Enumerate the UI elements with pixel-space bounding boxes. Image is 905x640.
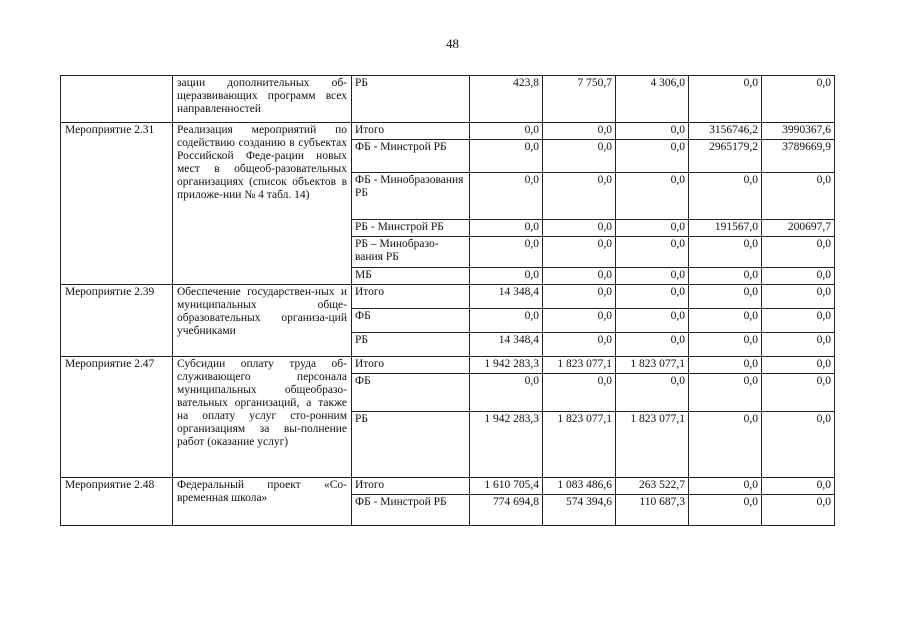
description-cell: Федеральный проект «Со-временная школа»	[173, 478, 352, 526]
value-cell: 0,0	[616, 173, 689, 220]
value-cell: 423,8	[470, 76, 543, 123]
value-cell: 0,0	[689, 173, 762, 220]
value-cell: 0,0	[470, 374, 543, 412]
value-cell: 0,0	[689, 268, 762, 285]
event-cell: Мероприятие 2.47	[61, 357, 173, 478]
value-cell: 0,0	[543, 374, 616, 412]
description-cell: Обеспечение государствен-ных и муниципальных обще-образовательных организа-ций учебниками	[173, 285, 352, 357]
value-cell: 1 823 077,1	[543, 357, 616, 374]
value-cell: 0,0	[543, 268, 616, 285]
value-cell: 0,0	[543, 123, 616, 140]
value-cell: 2965179,2	[689, 140, 762, 173]
value-cell: 0,0	[689, 374, 762, 412]
value-cell: 0,0	[762, 374, 835, 412]
value-cell: 0,0	[762, 268, 835, 285]
source-cell: РБ – Минобразо-вания РБ	[352, 237, 470, 268]
value-cell: 0,0	[762, 478, 835, 495]
value-cell: 0,0	[689, 412, 762, 478]
source-cell: МБ	[352, 268, 470, 285]
value-cell: 200697,7	[762, 220, 835, 237]
value-cell: 0,0	[689, 495, 762, 526]
value-cell: 0,0	[616, 374, 689, 412]
value-cell: 574 394,6	[543, 495, 616, 526]
value-cell: 0,0	[543, 220, 616, 237]
source-cell: ФБ - Минстрой РБ	[352, 495, 470, 526]
value-cell: 0,0	[689, 357, 762, 374]
value-cell: 0,0	[543, 285, 616, 309]
source-cell: ФБ	[352, 374, 470, 412]
source-cell: ФБ	[352, 309, 470, 333]
event-cell: Мероприятие 2.48	[61, 478, 173, 526]
value-cell: 0,0	[616, 309, 689, 333]
source-cell: Итого	[352, 123, 470, 140]
value-cell: 0,0	[689, 237, 762, 268]
value-cell: 0,0	[689, 478, 762, 495]
value-cell: 14 348,4	[470, 333, 543, 357]
value-cell: 0,0	[762, 237, 835, 268]
value-cell: 1 823 077,1	[616, 357, 689, 374]
value-cell: 0,0	[762, 173, 835, 220]
value-cell: 0,0	[689, 333, 762, 357]
value-cell: 1 823 077,1	[543, 412, 616, 478]
source-cell: ФБ - Минобразования РБ	[352, 173, 470, 220]
value-cell: 0,0	[470, 140, 543, 173]
value-cell: 0,0	[689, 76, 762, 123]
event-cell	[61, 76, 173, 123]
value-cell: 4 306,0	[616, 76, 689, 123]
value-cell: 0,0	[689, 309, 762, 333]
source-cell: РБ	[352, 76, 470, 123]
value-cell: 1 083 486,6	[543, 478, 616, 495]
value-cell: 0,0	[616, 140, 689, 173]
source-cell: РБ	[352, 412, 470, 478]
value-cell: 0,0	[470, 173, 543, 220]
table-row	[61, 76, 835, 123]
value-cell: 0,0	[762, 333, 835, 357]
value-cell: 7 750,7	[543, 76, 616, 123]
value-cell: 0,0	[543, 237, 616, 268]
value-cell: 3789669,9	[762, 140, 835, 173]
value-cell: 1 823 077,1	[616, 412, 689, 478]
source-cell: РБ - Минстрой РБ	[352, 220, 470, 237]
source-cell: ФБ - Минстрой РБ	[352, 140, 470, 173]
source-cell: Итого	[352, 478, 470, 495]
value-cell: 0,0	[762, 76, 835, 123]
value-cell: 110 687,3	[616, 495, 689, 526]
value-cell: 0,0	[616, 237, 689, 268]
value-cell: 1 610 705,4	[470, 478, 543, 495]
value-cell: 0,0	[762, 412, 835, 478]
table-row	[61, 123, 835, 140]
value-cell: 1 942 283,3	[470, 357, 543, 374]
value-cell: 774 694,8	[470, 495, 543, 526]
table-row	[61, 357, 835, 374]
value-cell: 0,0	[470, 268, 543, 285]
value-cell: 0,0	[470, 220, 543, 237]
value-cell: 0,0	[762, 495, 835, 526]
value-cell: 191567,0	[689, 220, 762, 237]
budget-table	[60, 75, 835, 526]
value-cell: 0,0	[543, 140, 616, 173]
value-cell: 1 942 283,3	[470, 412, 543, 478]
page-number: 48	[446, 36, 459, 51]
description-cell: Реализация мероприятий по содействию созданию в субъектах Российской Феде-рации новых мест в общеоб-разовательных организациях (список объектов в приложе-нии № 4 табл. 14)	[173, 123, 352, 285]
value-cell: 0,0	[616, 123, 689, 140]
value-cell: 0,0	[689, 285, 762, 309]
value-cell: 0,0	[616, 333, 689, 357]
value-cell: 0,0	[543, 173, 616, 220]
event-cell: Мероприятие 2.39	[61, 285, 173, 357]
value-cell: 0,0	[616, 220, 689, 237]
source-cell: Итого	[352, 285, 470, 309]
value-cell: 263 522,7	[616, 478, 689, 495]
description-cell: Субсидии оплату труда об-служивающего персонала муниципальных общеобразо-вательных организаций, а также на оплату услуг сто-ронним организациям за вы-полнение работ (оказание услуг)	[173, 357, 352, 478]
table-row	[61, 478, 835, 495]
value-cell: 0,0	[470, 123, 543, 140]
value-cell: 0,0	[762, 285, 835, 309]
value-cell: 0,0	[762, 357, 835, 374]
value-cell: 0,0	[616, 268, 689, 285]
value-cell: 0,0	[543, 309, 616, 333]
value-cell: 0,0	[470, 309, 543, 333]
source-cell: РБ	[352, 333, 470, 357]
value-cell: 0,0	[470, 237, 543, 268]
event-cell: Мероприятие 2.31	[61, 123, 173, 285]
value-cell: 3990367,6	[762, 123, 835, 140]
value-cell: 0,0	[616, 285, 689, 309]
table-body	[61, 76, 835, 526]
value-cell: 3156746,2	[689, 123, 762, 140]
source-cell: Итого	[352, 357, 470, 374]
value-cell: 14 348,4	[470, 285, 543, 309]
value-cell: 0,0	[543, 333, 616, 357]
table-row	[61, 285, 835, 309]
value-cell: 0,0	[762, 309, 835, 333]
description-cell: зации дополнительных об-щеразвивающих программ всех направленностей	[173, 76, 352, 123]
